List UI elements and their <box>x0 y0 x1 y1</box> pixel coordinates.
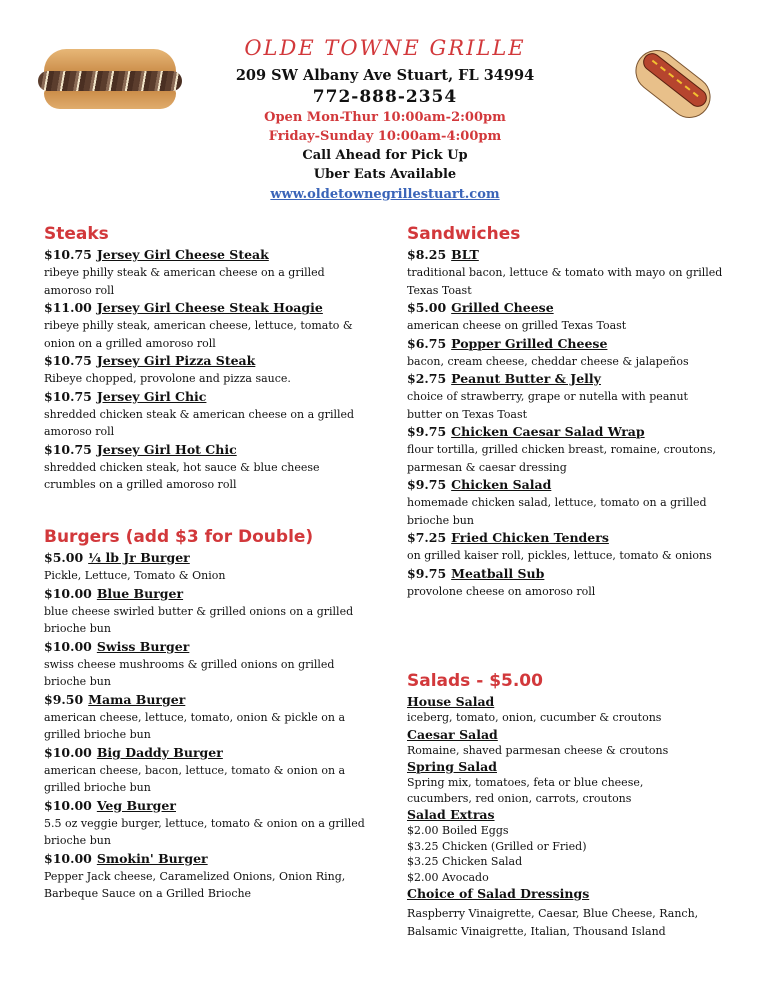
call-ahead-note: Call Ahead for Pick Up <box>302 148 468 163</box>
item-price: $6.75 <box>407 335 447 351</box>
item-description: shredded chicken steak & american cheese on a grilled amoroso roll <box>44 407 355 438</box>
menu-item-title <box>44 691 369 709</box>
steaks-heading: Steaks <box>44 224 109 244</box>
item-price: $10.75 <box>44 353 92 368</box>
item-name: Grilled Cheese <box>451 300 554 315</box>
item-description: homemade chicken salad, lettuce, tomato on a grilled brioche bun <box>407 496 707 527</box>
menu-item-title <box>407 529 725 547</box>
item-description: provolone cheese on amoroso roll <box>407 584 596 598</box>
item-description: bacon, cream cheese, cheddar cheese & jalapeños <box>407 354 689 368</box>
burgers-heading: Burgers (add $3 for Double) <box>44 527 314 547</box>
salad-description: Romaine, shaved parmesan cheese & croutons <box>407 743 669 757</box>
menu-item-title <box>407 423 725 441</box>
item-name: Swiss Burger <box>96 638 190 654</box>
item-description: 5.5 oz veggie burger, lettuce, tomato & onion on a grilled brioche bun <box>44 816 365 847</box>
menu-item-title <box>44 850 369 868</box>
menu-item-title <box>407 476 725 494</box>
menu-item-title <box>44 352 374 370</box>
item-price: $10.00 <box>44 638 92 654</box>
salad-description: iceberg, tomato, onion, cucumber & croutons <box>407 711 662 724</box>
menu-item-title <box>44 638 369 656</box>
item-name: Chicken Caesar Salad Wrap <box>451 424 645 439</box>
item-price: $8.25 <box>407 247 447 262</box>
item-name: Jersey Girl Hot Chic <box>96 441 237 457</box>
item-description: Pickle, Lettuce, Tomato & Onion <box>44 569 226 582</box>
menu-item-title <box>44 744 369 762</box>
menu-item-title <box>407 335 725 353</box>
item-description: flour tortilla, grilled chicken breast, romaine, croutons, parmesan & caesar dressing <box>407 443 717 474</box>
item-price: $10.75 <box>44 388 92 404</box>
website-link[interactable]: www.oldetownegrillestuart.com <box>270 187 500 202</box>
steak-filling <box>38 71 182 91</box>
item-price: $10.00 <box>44 797 92 813</box>
menu-item-title <box>407 299 725 317</box>
item-name: Jersey Girl Pizza Steak <box>96 353 256 368</box>
item-name: Smokin' Burger <box>96 850 208 866</box>
menu-item-title <box>407 370 725 388</box>
salad-name: Caesar Salad <box>407 726 498 742</box>
item-name: Blue Burger <box>96 585 184 601</box>
item-price: $5.00 <box>44 550 84 565</box>
hotdog-image <box>625 45 717 123</box>
item-price: $10.75 <box>44 247 92 262</box>
item-price: $10.00 <box>44 744 92 760</box>
uber-eats-note: Uber Eats Available <box>313 167 457 182</box>
menu-item-title <box>407 246 725 264</box>
item-description: Pepper Jack cheese, Caramelized Onions, Onion Ring, Barbeque Sauce on a Grilled Brioche <box>44 869 346 900</box>
item-description: shredded chicken steak, hot sauce & blue cheese crumbles on a grilled amoroso roll <box>44 460 320 491</box>
item-description: swiss cheese mushrooms & grilled onions on grilled brioche bun <box>44 657 335 688</box>
item-price: $10.00 <box>44 850 92 866</box>
salad-description: $2.00 Avocado <box>407 870 489 884</box>
salad-name: Spring Salad <box>407 759 497 774</box>
salad-description: $2.00 Boiled Eggs <box>407 824 509 837</box>
restaurant-name: OLDE TOWNE GRILLE <box>244 36 526 60</box>
menu-item-title <box>44 441 374 459</box>
item-price: $9.50 <box>44 691 84 707</box>
sandwiches-section <box>407 223 725 600</box>
item-price: $10.75 <box>44 441 92 457</box>
menu-item-title <box>44 797 369 815</box>
salads-heading: Salads - $5.00 <box>407 671 543 691</box>
cheesesteak-sandwich-image <box>32 45 188 113</box>
salad-description: Spring mix, tomatoes, feta or blue cheese, <box>407 776 644 789</box>
item-name: Fried Chicken Tenders <box>451 530 609 545</box>
menu-item-title <box>407 565 725 583</box>
item-name: ¼ lb Jr Burger <box>88 550 190 565</box>
item-name: Big Daddy Burger <box>96 744 223 760</box>
item-name: Peanut Butter & Jelly <box>451 371 601 386</box>
steaks-section <box>44 223 374 494</box>
item-price: $9.75 <box>407 477 447 492</box>
item-name: Popper Grilled Cheese <box>451 335 608 351</box>
hours-weekday: Open Mon-Thur 10:00am-2:00pm <box>264 110 506 125</box>
item-description: choice of strawberry, grape or nutella with peanut butter on Texas Toast <box>407 390 688 421</box>
item-description: american cheese, bacon, lettuce, tomato & onion on a grilled brioche bun <box>44 763 346 794</box>
item-description: traditional bacon, lettuce & tomato with mayo on grilled Texas Toast <box>407 266 723 297</box>
item-price: $5.00 <box>407 300 447 315</box>
item-price: $2.75 <box>407 371 447 386</box>
item-name: Jersey Girl Chic <box>96 388 207 404</box>
salad-description: cucumbers, red onion, carrots, croutons <box>407 791 632 805</box>
item-price: $9.75 <box>407 565 447 581</box>
salad-name: Salad Extras <box>407 807 495 822</box>
item-description: american cheese, lettuce, tomato, onion & pickle on a grilled brioche bun <box>44 710 346 741</box>
item-price: $7.25 <box>407 530 447 545</box>
item-name: Jersey Girl Cheese Steak <box>96 247 269 262</box>
item-name: Mama Burger <box>88 691 186 707</box>
dressings-list: Raspberry Vinaigrette, Caesar, Blue Cheese, Ranch, Balsamic Vinaigrette, Italian, Thousand Island <box>407 907 699 938</box>
sandwiches-heading: Sandwiches <box>407 224 521 244</box>
item-description: on grilled kaiser roll, pickles, lettuce, tomato & onions <box>407 549 712 562</box>
phone-number: 772-888-2354 <box>312 87 458 107</box>
menu-item-title <box>44 388 374 406</box>
bun-bottom <box>44 89 176 109</box>
dressings-title: Choice of Salad Dressings <box>407 886 590 901</box>
menu-item-title <box>44 585 369 603</box>
item-description: american cheese on grilled Texas Toast <box>407 319 627 332</box>
salad-description: $3.25 Chicken Salad <box>407 855 523 868</box>
hours-weekend: Friday-Sunday 10:00am-4:00pm <box>268 129 502 144</box>
item-price: $10.00 <box>44 585 92 601</box>
item-name: BLT <box>451 247 479 262</box>
salad-name: House Salad <box>407 694 495 709</box>
item-name: Chicken Salad <box>451 477 552 492</box>
salads-section <box>407 670 732 940</box>
item-description: ribeye philly steak, american cheese, lettuce, tomato & onion on a grilled amoroso roll <box>44 319 353 350</box>
menu-item-title <box>44 549 369 567</box>
item-price: $11.00 <box>44 300 92 315</box>
item-price: $9.75 <box>407 424 447 439</box>
address: 209 SW Albany Ave Stuart, FL 34994 <box>235 67 535 84</box>
item-description: Ribeye chopped, provolone and pizza sauce. <box>44 372 291 385</box>
burgers-section <box>44 526 369 903</box>
item-description: ribeye philly steak & american cheese on a grilled amoroso roll <box>44 266 325 297</box>
menu-item-title <box>44 299 374 317</box>
salad-description: $3.25 Chicken (Grilled or Fried) <box>407 839 587 853</box>
item-name: Veg Burger <box>96 797 176 813</box>
item-name: Meatball Sub <box>451 565 545 581</box>
item-description: blue cheese swirled butter & grilled onions on a grilled brioche bun <box>44 604 354 635</box>
menu-item-title <box>44 246 374 264</box>
item-name: Jersey Girl Cheese Steak Hoagie <box>96 300 323 315</box>
